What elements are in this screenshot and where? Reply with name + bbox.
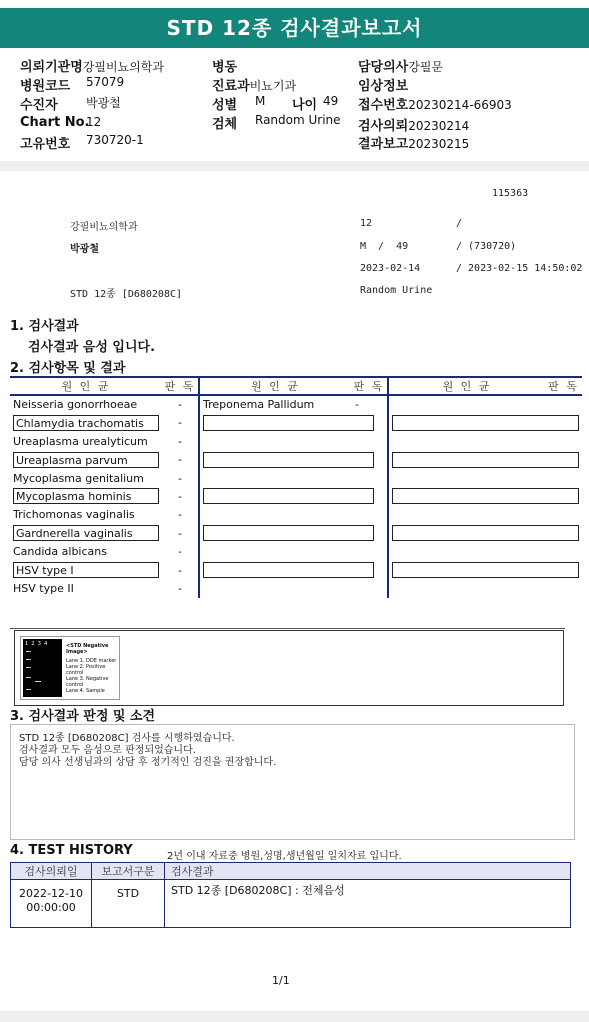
- empty-box: [392, 415, 579, 431]
- print-date1: 2023-02-14: [360, 263, 421, 274]
- table-row: [10, 580, 582, 598]
- label-department: 진료과: [212, 79, 250, 94]
- pathogen-name: Treponema Pallidum: [203, 398, 315, 412]
- marker-band: [26, 651, 31, 652]
- pathogen-name: Mycoplasma hominis: [13, 488, 159, 504]
- col-pathogen-3: 원 인 균: [388, 377, 545, 395]
- results-table: [10, 376, 582, 598]
- section-4-title: 4. TEST HISTORY: [10, 843, 133, 858]
- empty-cell: [199, 543, 388, 561]
- value-receipt-no: 20230214-66903: [408, 98, 512, 112]
- history-header-row: [11, 863, 571, 880]
- pathogen-name: Ureaplasma parvum: [13, 452, 159, 468]
- print-test: STD 12종 [D680208C]: [70, 289, 183, 300]
- gel-caption-line: Lane 4. Sample: [66, 688, 105, 694]
- table-row: [10, 506, 582, 524]
- marker-band: [26, 667, 31, 668]
- pathogen-name: Candida albicans: [13, 545, 107, 559]
- gel-image-panel: [20, 636, 120, 700]
- empty-box: [203, 525, 374, 541]
- opinion-box: [10, 724, 575, 840]
- history-date: 2022-12-10: [19, 887, 83, 900]
- value-age: 49: [323, 94, 339, 108]
- col-result-1: 판 독: [162, 377, 199, 395]
- section-1-result: 검사결과 음성 입니다.: [28, 340, 156, 355]
- pathogen-name: Chlamydia trachomatis: [13, 415, 159, 431]
- pathogen-result: -: [162, 561, 199, 579]
- gel-caption-line: Lane 2. Positive control: [66, 664, 106, 676]
- col-result-2: 판 독: [351, 377, 388, 395]
- label-receipt-no: 접수번호: [358, 98, 409, 113]
- gel-image-frame: [14, 630, 564, 706]
- print-specimen: Random Urine: [360, 285, 433, 296]
- pathogen-result: -: [162, 395, 199, 413]
- marker-band: [26, 659, 31, 660]
- value-department: 비뇨기과: [249, 79, 297, 93]
- label-specimen: 검체: [212, 117, 238, 132]
- pathogen-result: -: [162, 543, 199, 561]
- empty-cell: [388, 506, 582, 524]
- table-row: [10, 450, 582, 468]
- pathogen-result: -: [162, 524, 199, 542]
- page-number: 1/1: [272, 974, 290, 987]
- print-hospital: 강필비뇨의학과: [70, 222, 138, 233]
- gel-caption-line: Lane 3. Negative control: [66, 676, 109, 688]
- pathogen-result: -: [162, 580, 199, 598]
- opinion-line: 검사결과 모두 음성으로 판정되었습니다.: [19, 745, 196, 756]
- history-time: 00:00:00: [26, 901, 76, 914]
- label-request-date: 검사의뢰: [358, 119, 409, 134]
- empty-cell: [388, 543, 582, 561]
- empty-box: [392, 562, 579, 578]
- col-pathogen-2: 원 인 균: [199, 377, 351, 395]
- table-row: [10, 432, 582, 450]
- pathogen-name: Ureaplasma urealyticum: [13, 434, 148, 448]
- pathogen-result: -: [162, 487, 199, 505]
- page-footer-bar: [0, 1011, 589, 1022]
- label-requester: 의뢰기관명: [20, 60, 83, 75]
- empty-cell: [199, 432, 388, 450]
- history-col-type: 보고서구분: [92, 863, 165, 880]
- print-sex-age: M / 49: [360, 241, 409, 252]
- label-report-date: 결과보고: [358, 137, 409, 152]
- table-row: [11, 880, 571, 928]
- print-patient: 박광철: [70, 244, 99, 255]
- opinion-line: 담당 의사 선생님과의 상담 후 정기적인 검진을 권장합니다.: [19, 757, 277, 768]
- value-unique-no: 730720-1: [86, 133, 144, 147]
- pathogen-name: Trichomonas vaginalis: [13, 508, 135, 522]
- label-sex: 성별: [212, 98, 238, 113]
- pathogen-name: Mycoplasma genitalium: [13, 471, 144, 485]
- marker-band: [26, 689, 31, 690]
- opinion-line: STD 12종 [D680208C] 검사를 시행하였습니다.: [19, 733, 235, 744]
- empty-cell: [199, 506, 388, 524]
- value-request-date: 20230214: [408, 119, 470, 133]
- pathogen-result: -: [162, 506, 199, 524]
- pathogen-result: -: [162, 469, 199, 487]
- empty-box: [392, 452, 579, 468]
- value-report-date: 20230215: [408, 137, 470, 151]
- history-col-date: 검사의뢰일: [11, 863, 92, 880]
- pathogen-result: -: [162, 432, 199, 450]
- value-chart-no: 12: [86, 115, 102, 129]
- print-chart: 12: [360, 218, 373, 229]
- table-row: [10, 413, 582, 431]
- empty-cell: [545, 395, 582, 413]
- history-result: STD 12종 [D680208C] : 전체음성: [165, 880, 571, 928]
- report-title: STD 12종 검사결과보고서: [0, 8, 589, 48]
- value-requester: 강필비뇨의학과: [82, 60, 164, 74]
- gel-lane-numbers: 1 2 3 4: [25, 641, 48, 647]
- empty-box: [392, 525, 579, 541]
- section-3-title: 3. 검사결과 판정 및 소견: [10, 709, 156, 724]
- gel-caption-line: Lane 1. DDE marker: [66, 658, 117, 664]
- col-pathogen-1: 원 인 균: [10, 377, 162, 395]
- pathogen-result: -: [162, 413, 199, 431]
- gel-caption-title: <STD Negative Image>: [66, 643, 109, 655]
- empty-cell: [199, 580, 388, 598]
- pathogen-name: Gardnerella vaginalis: [13, 525, 159, 541]
- empty-cell: [388, 432, 582, 450]
- empty-cell: [199, 469, 388, 487]
- gel-electrophoresis-image: [23, 639, 62, 697]
- empty-box: [203, 452, 374, 468]
- print-id: / (730720): [456, 241, 517, 252]
- empty-box: [392, 488, 579, 504]
- label-hospital-code: 병원코드: [20, 79, 71, 94]
- label-clinical-info: 임상정보: [358, 79, 409, 94]
- pathogen-result: -: [351, 395, 388, 413]
- history-col-result: 검사결과: [165, 863, 571, 880]
- history-type: STD: [92, 880, 165, 928]
- history-note: 2년 이내 자료중 병원,성명,생년월일 일치자료 입니다.: [167, 851, 402, 862]
- value-sex: M: [255, 94, 266, 108]
- value-hospital-code: 57079: [86, 75, 125, 89]
- table-row: [10, 469, 582, 487]
- divider: [10, 628, 565, 629]
- pathogen-name: Neisseria gonorrhoeae: [13, 398, 138, 412]
- pathogen-result: -: [162, 450, 199, 468]
- empty-box: [203, 415, 374, 431]
- empty-cell: [388, 469, 582, 487]
- page-separator: [0, 161, 589, 171]
- empty-box: [203, 488, 374, 504]
- section-1-title: 1. 검사결과: [10, 319, 79, 334]
- label-doctor: 담당의사: [358, 60, 409, 75]
- label-ward: 병동: [212, 60, 238, 75]
- marker-band: [26, 677, 31, 678]
- pathogen-name: HSV type II: [13, 582, 74, 596]
- control-band: [35, 681, 41, 682]
- table-row: [10, 524, 582, 542]
- col-result-3: 판 독: [545, 377, 582, 395]
- section-2-title: 2. 검사항목 및 결과: [10, 361, 126, 376]
- empty-cell: [388, 580, 582, 598]
- value-specimen: Random Urine: [255, 113, 341, 127]
- empty-box: [203, 562, 374, 578]
- history-table: [10, 862, 571, 928]
- pathogen-name: HSV type I: [13, 562, 159, 578]
- label-unique-no: 고유번호: [20, 137, 71, 152]
- print-slash: /: [456, 218, 463, 229]
- table-row: [10, 487, 582, 505]
- label-patient: 수진자: [20, 98, 58, 113]
- label-chart-no: Chart No.: [20, 115, 90, 130]
- print-code: 115363: [492, 188, 529, 199]
- table-row: [10, 395, 582, 413]
- gel-caption: [66, 643, 119, 694]
- print-date2: / 2023-02-15 14:50:02: [456, 263, 583, 274]
- table-row: [10, 561, 582, 579]
- value-patient: 박광철: [86, 96, 121, 110]
- label-age: 나이: [292, 98, 318, 113]
- table-row: [10, 543, 582, 561]
- value-doctor: 강필문: [408, 60, 444, 74]
- results-header-row: [10, 377, 582, 395]
- empty-cell: [388, 395, 545, 413]
